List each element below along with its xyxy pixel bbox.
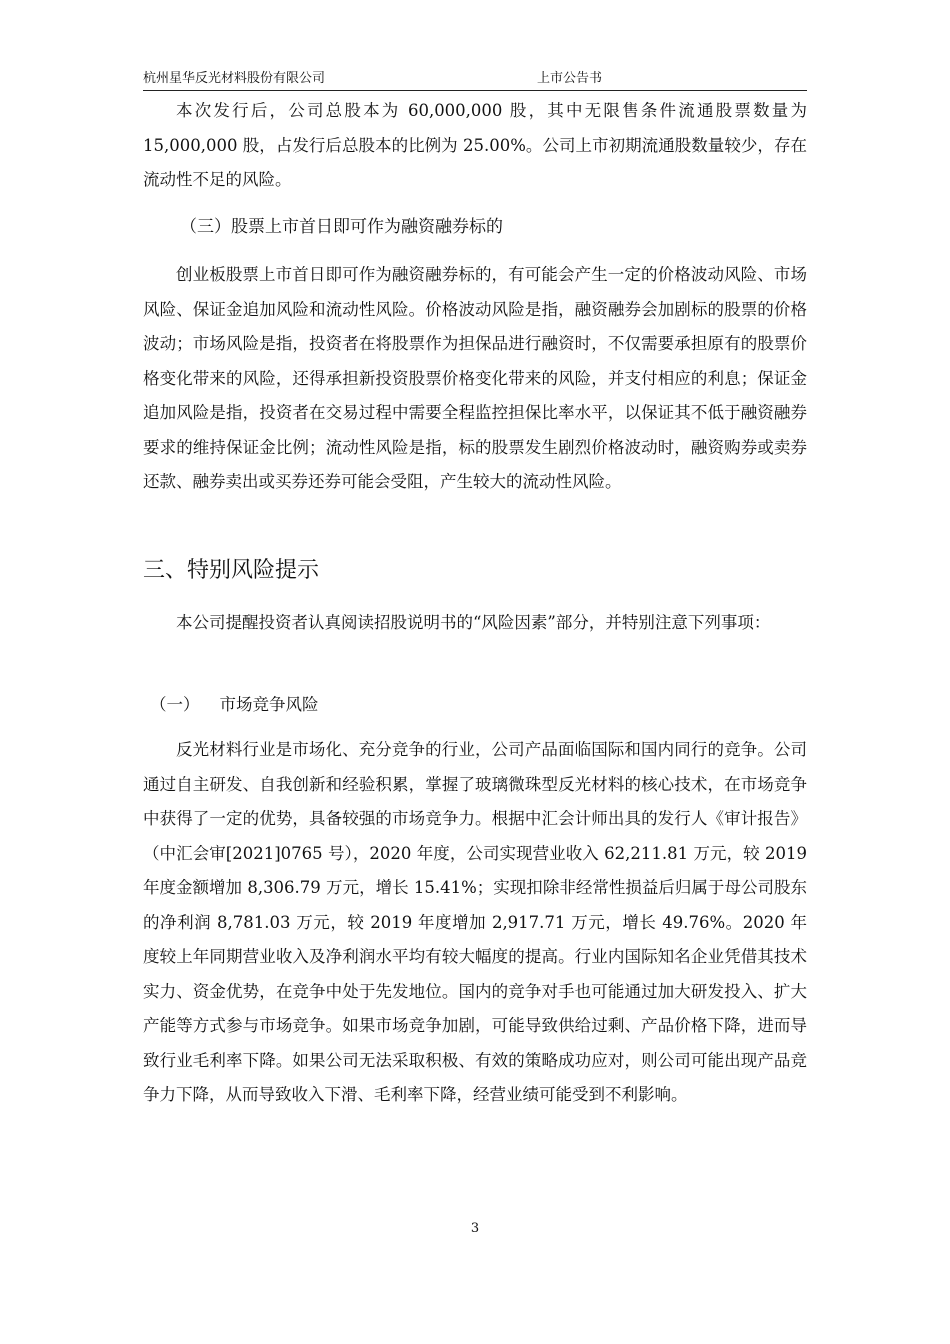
heading-market-title: 市场竞争风险 <box>219 695 319 714</box>
paragraph-risk-reminder: 本公司提醒投资者认真阅读招股说明书的“风险因素”部分，并特别注意下列事项： <box>176 613 771 632</box>
heading-market-number: （一） <box>150 695 200 714</box>
header-document-type: 上市公告书 <box>537 71 603 86</box>
heading-market-competition <box>150 693 319 717</box>
heading-special-risk: 三、特别风险提示 <box>143 558 320 583</box>
page-number: 3 <box>470 1221 480 1236</box>
paragraph-circulating-shares: 本次发行后，公司总股本为 60,000,000 股，其中无限售条件流通股票数量为 15,000,000 股，占发行后总股本的比例为 25.00%。公司上市初期流通股数量较少，存在流动性不足的风险。 <box>143 101 807 189</box>
heading-margin-trading: （三）股票上市首日即可作为融资融券标的 <box>180 217 503 237</box>
header-company-name: 杭州星华反光材料股份有限公司 <box>143 71 326 86</box>
paragraph-market-competition-risk: 反光材料行业是市场化、充分竞争的行业，公司产品面临国际和国内同行的竞争。公司通过自主研发、自我创新和经验积累，掌握了玻璃微珠型反光材料的核心技术，在市场竞争中获得了一定的优势，具备较强的市场竞争力。根据中汇会计师出具的发行人《审计报告》（中汇会审[2021]0765 号），2020 年度，公司实现营业收入 62,211.81 万元，较 2019 年度金额增加 8,306.79 万元，增长 15.41%；实现扣除非经常性损益后归属于母公司股东的净利润 8,781.03 万元，较 2019 年度增加 2,917.71 万元，增长 49.76%。2020 年度较上年同期营业收入及净利润水平均有较大幅度的提高。行业内国际知名企业凭借其技术实力、资金优势，在竞争中处于先发地位。国内的竞争对手也可能通过加大研发投入、扩大产能等方式参与市场竞争。如果市场竞争加剧，可能导致供给过剩、产品价格下降，进而导致行业毛利率下降。如果公司无法采取积极、有效的策略成功应对，则公司可能出现产品竞争力下降，从而导致收入下滑、毛利率下降，经营业绩可能受到不利影响。 <box>143 740 807 1104</box>
paragraph-margin-trading-risk: 创业板股票上市首日即可作为融资融券标的，有可能会产生一定的价格波动风险、市场风险、保证金追加风险和流动性风险。价格波动风险是指，融资融券会加剧标的股票的价格波动；市场风险是指，投资者在将股票作为担保品进行融资时，不仅需要承担原有的股票价格变化带来的风险，还得承担新投资股票价格变化带来的风险，并支付相应的利息；保证金追加风险是指，投资者在交易过程中需要全程监控担保比率水平，以保证其不低于融资融券要求的维持保证金比例；流动性风险是指，标的股票发生剧烈价格波动时，融资购券或卖券还款、融券卖出或买券还券可能会受阻，产生较大的流动性风险。 <box>143 265 807 491</box>
page-header <box>143 68 807 91</box>
